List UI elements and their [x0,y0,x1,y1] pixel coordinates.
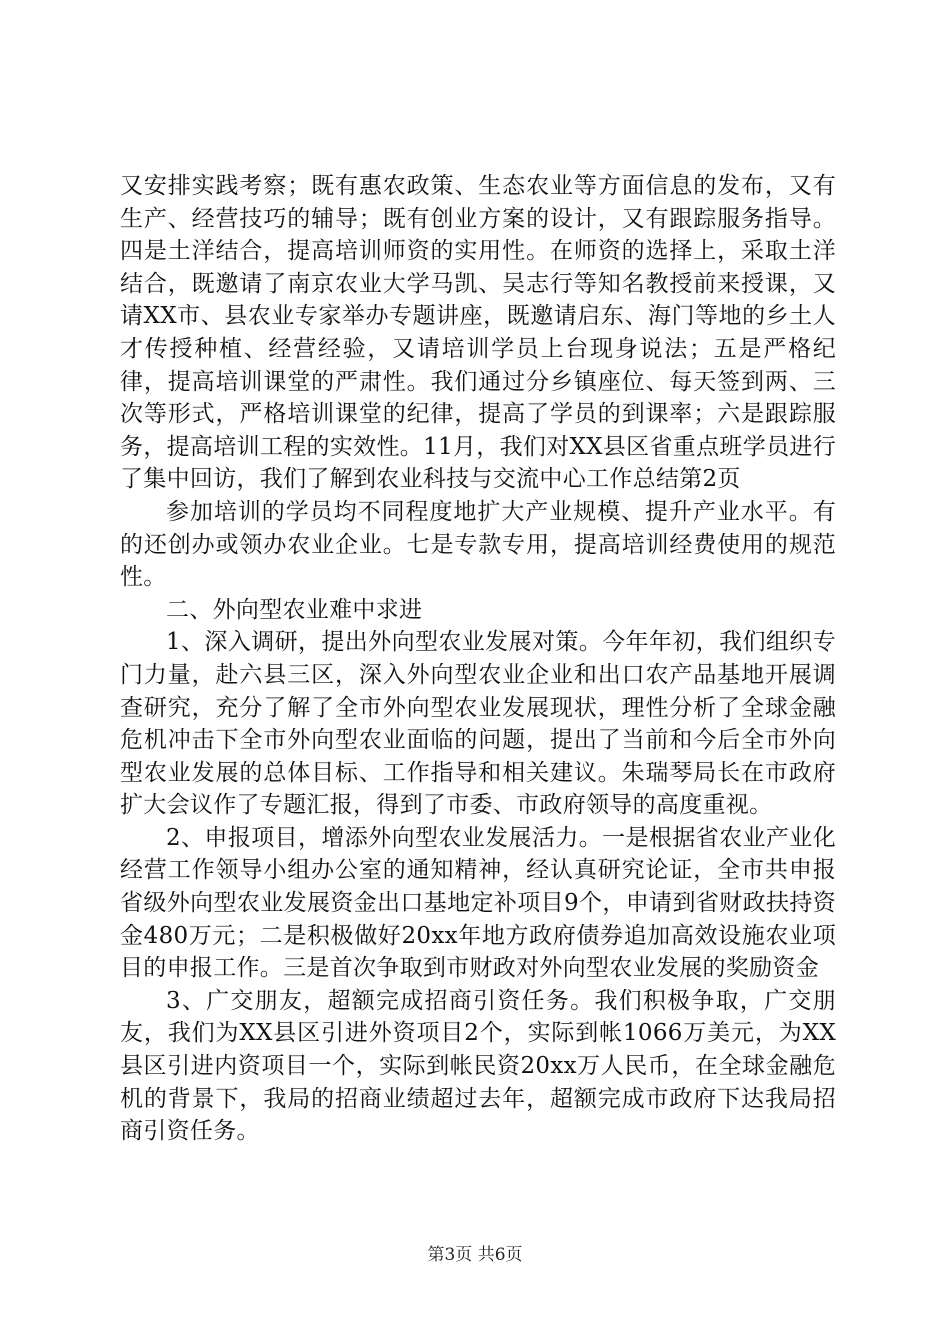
paragraph-item-1-research: 1、深入调研，提出外向型农业发展对策。今年年初，我们组织专门力量，赴六县三区，深入外向型农业企业和出口农产品基地开展调查研究，充分了解了全市外向型农业发展现状，理性分析了全球金融危机冲击下全市外向型农业面临的问题，提出了当前和今后全市外向型农业发展的总体目标、工作指导和相关建议。朱瑞琴局长在市政府扩大会议作了专题汇报，得到了市委、市政府领导的高度重视。 [120,629,836,819]
paragraph-item-3-investment: 3、广交朋友，超额完成招商引资任务。我们积极争取，广交朋友，我们为XX县区引进外资项目2个，实际到帐1066万美元，为XX县区引进内资项目一个，实际到帐民资20xx万人民币，在全球金融危机的背景下，我局的招商业绩超过去年，超额完成市政府下达我局招商引资任务。 [120,987,836,1145]
document-body [120,170,836,1148]
section-heading-outward-agriculture: 二、外向型农业难中求进 [166,596,423,623]
page-number-footer: 第3页 共6页 [427,1245,523,1265]
paragraph-continuation: 又安排实践考察；既有惠农政策、生态农业等方面信息的发布，又有生产、经营技巧的辅导；既有创业方案的设计，又有跟踪服务指导。四是土洋结合，提高培训师资的实用性。在师资的选择上，采取土洋结合，既邀请了南京农业大学马凯、吴志行等知名教授前来授课，又请XX市、县农业专家举办专题讲座，既邀请启东、海门等地的乡土人才传授种植、经营经验，又请培训学员上台现身说法；五是严格纪律，提高培训课堂的严肃性。我们通过分乡镇座位、每天签到两、三次等形式，严格培训课堂的纪律，提高了学员的到课率；六是跟踪服务，提高培训工程的实效性。11月，我们对XX县区省重点班学员进行了集中回访，我们了解到农业科技与交流中心工作总结第2页 [120,173,836,493]
paragraph-training-results: 参加培训的学员均不同程度地扩大产业规模、提升产业水平。有的还创办或领办农业企业。七是专款专用，提高培训经费使用的规范性。 [120,498,836,591]
paragraph-item-2-projects: 2、申报项目，增添外向型农业发展活力。一是根据省农业产业化经营工作领导小组办公室的通知精神，经认真研究论证，全市共申报省级外向型农业发展资金出口基地定补项目9个，申请到省财政扶持资金480万元；二是积极做好20xx年地方政府债券追加高效设施农业项目的申报工作。三是首次争取到市财政对外向型农业发展的奖励资金 [120,824,836,982]
